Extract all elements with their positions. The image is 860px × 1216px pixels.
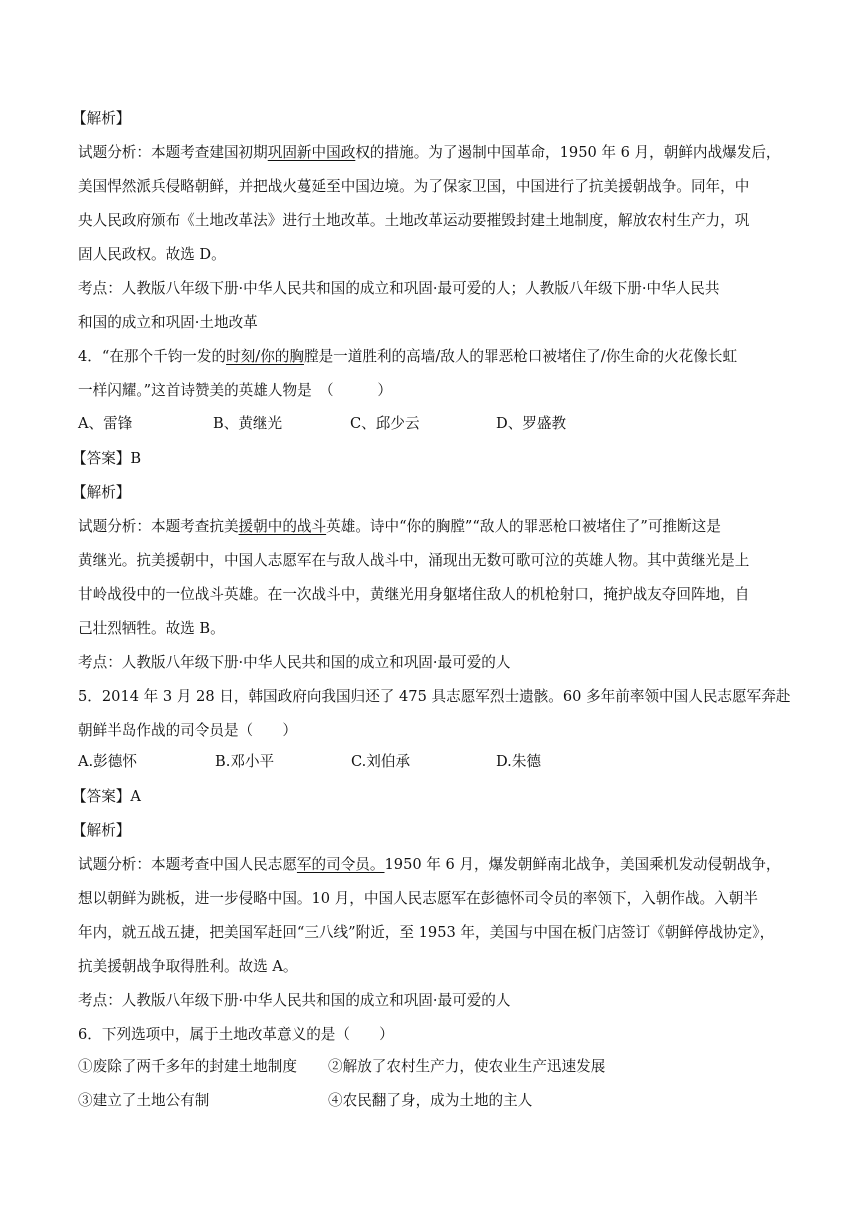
- q5-option-d: D.朱德: [496, 753, 542, 770]
- q4-option-c: C、邱少云: [350, 415, 420, 432]
- q6-item-3: ③建立了土地公有制: [78, 1092, 210, 1109]
- analysis-text: 美国悍然派兵侵略朝鲜，并把战火蔓延至中国边境。为了保家卫国，中国进行了抗美援朝战争。同年，中: [78, 178, 750, 195]
- q4-option-d: D、罗盛教: [496, 415, 567, 432]
- underlined-text: 巩固新中国政: [267, 144, 356, 161]
- text-run: 膛是一道胜利的高墙/敌人的罪恶枪口被堵住了/你生命的火花像长虹: [303, 348, 738, 365]
- q6-item-1: ①废除了两千多年的封建土地制度: [78, 1058, 297, 1075]
- question-5-stem: 朝鲜半岛作战的司令员是（ ）: [78, 722, 297, 739]
- underlined-text: 时刻/你的胸: [226, 348, 304, 365]
- analysis-text: 黄继光。抗美援朝中，中国人志愿军在与敌人战斗中，涌现出无数可歌可泣的英雄人物。其中黄继光是上: [78, 552, 750, 569]
- analysis-text: 想以朝鲜为跳板，进一步侵略中国。10 月，中国人民志愿军在彭德怀司令员的率领下，入朝作战。入朝半: [78, 890, 758, 907]
- analysis-text: 己壮烈牺牲。故选 B。: [78, 620, 225, 637]
- question-4-stem: 一样闪耀。”这首诗赞美的英雄人物是 （ ）: [78, 382, 392, 399]
- analysis-text: [78, 855, 781, 875]
- q6-item-2: ②解放了农村生产力，使农业生产迅速发展: [328, 1058, 606, 1075]
- analysis-text: 固人民政权。故选 D。: [78, 246, 226, 263]
- kaodian-text: 考点：人教版八年级下册·中华人民共和国的成立和巩固·最可爱的人；人教版八年级下册·中华人民共: [78, 280, 720, 297]
- q6-item-4: ④农民翻了身，成为土地的主人: [328, 1092, 533, 1109]
- text-run: 试题分析：本题考查抗美: [78, 518, 239, 535]
- q5-option-c: C.刘伯承: [351, 753, 411, 770]
- text-run: 英雄。诗中“你的胸膛”“敌人的罪恶枪口被堵住了”可推断这是: [326, 518, 721, 535]
- question-4-stem: [78, 347, 737, 367]
- question-6-stem: 6．下列选项中，属于土地改革意义的是（ ）: [78, 1026, 394, 1043]
- analysis-heading: 【解析】: [72, 110, 131, 127]
- analysis-text: 年内，就五战五捷，把美国军赶回“三八线”附近，至 1953 年，美国与中国在板门店签订《朝鲜停战协定》，: [78, 924, 775, 941]
- underlined-text: 援朝中的战斗: [238, 518, 327, 535]
- analysis-heading: 【解析】: [72, 484, 131, 501]
- text-run: 试题分析：本题考查建国初期: [78, 144, 268, 161]
- question-5-stem: 5．2014 年 3 月 28 日，韩国政府向我国归还了 475 具志愿军烈士遗骸。60 多年前率领中国人民志愿军奔赴: [78, 688, 791, 705]
- analysis-text: [78, 143, 781, 163]
- analysis-text: 央人民政府颁布《土地改革法》进行土地改革。土地改革运动要摧毁封建土地制度，解放农村生产力，巩: [78, 212, 750, 229]
- analysis-text: 抗美援朝战争取得胜利。故选 A。: [78, 958, 298, 975]
- q4-option-a: A、雷锋: [78, 415, 133, 432]
- kaodian-text: 考点：人教版八年级下册·中华人民共和国的成立和巩固·最可爱的人: [78, 654, 511, 671]
- analysis-text: 甘岭战役中的一位战斗英雄。在一次战斗中，黄继光用身躯堵住敌人的机枪射口，掩护战友夺回阵地，自: [78, 586, 750, 603]
- text-run: 1950 年 6 月，爆发朝鲜南北战争，美国乘机发动侵朝战争，: [384, 856, 781, 873]
- analysis-text: [78, 517, 721, 537]
- text-run: 4．“在那个千钧一发的: [78, 348, 227, 365]
- q5-option-b: B.邓小平: [215, 753, 275, 770]
- text-run: 试题分析：本题考查中国人民志愿: [78, 856, 297, 873]
- underlined-text: 军的司令员。: [296, 856, 385, 873]
- answer-label: 【答案】A: [72, 788, 141, 805]
- q5-option-a: A.彭德怀: [78, 753, 137, 770]
- kaodian-text: 考点：人教版八年级下册·中华人民共和国的成立和巩固·最可爱的人: [78, 992, 511, 1009]
- kaodian-text: 和国的成立和巩固·土地改革: [78, 314, 258, 331]
- analysis-heading: 【解析】: [72, 822, 131, 839]
- answer-label: 【答案】B: [72, 450, 142, 467]
- q4-option-b: B、黄继光: [213, 415, 283, 432]
- text-run: 权的措施。为了遏制中国革命，1950 年 6 月，朝鲜内战爆发后，: [355, 144, 781, 161]
